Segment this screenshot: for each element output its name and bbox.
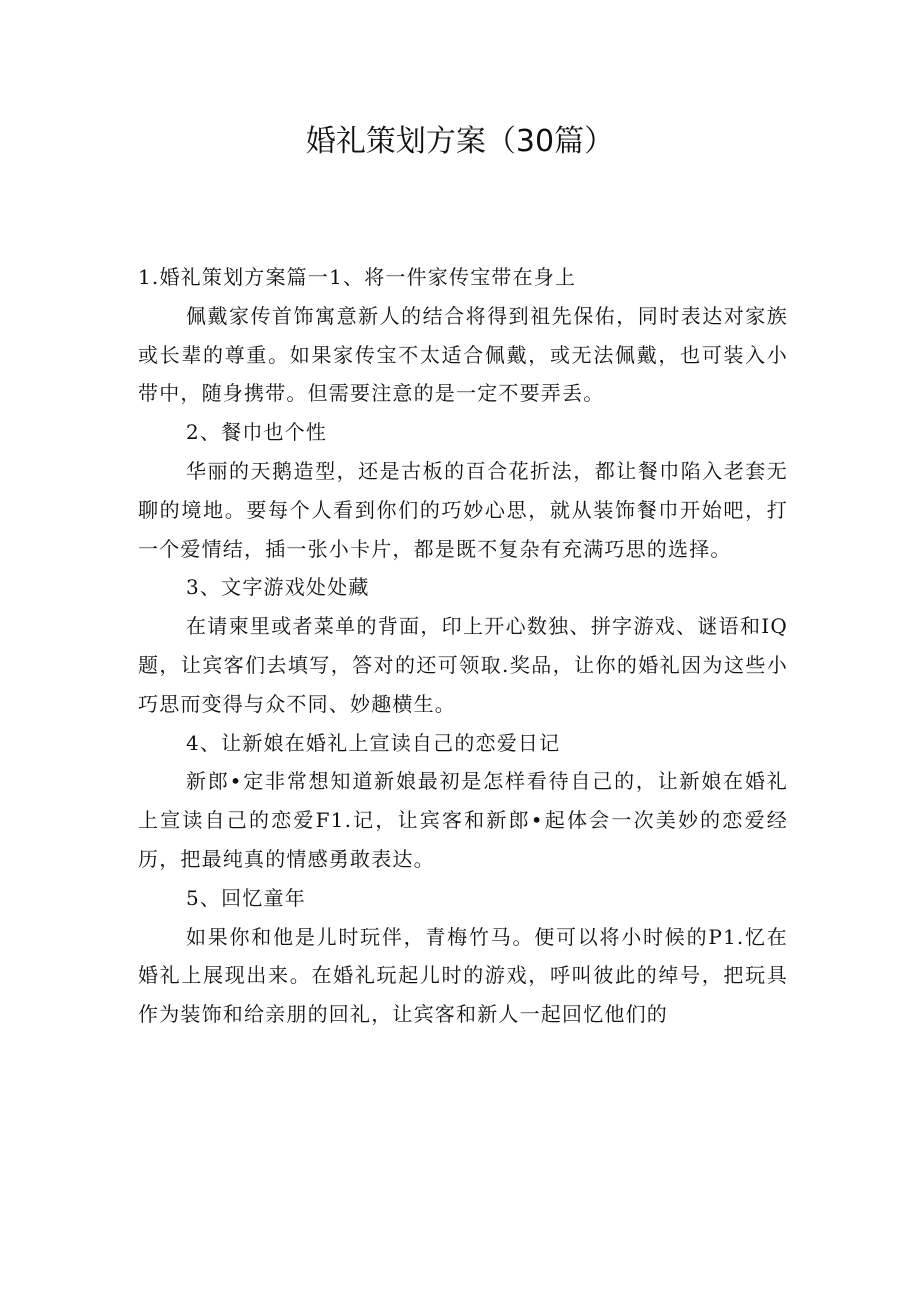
paragraph-1: 佩戴家传首饰寓意新人的结合将得到祖先保佑，同时表达对家族或长辈的尊重。如果家传宝不太适合佩戴，或无法佩戴，也可装入小带中，随身携带。但需要注意的是一定不要弄丢。	[138, 303, 788, 406]
section-heading-5: 5、回忆童年	[186, 885, 306, 910]
section-heading-2: 2、餐巾也个性	[186, 420, 328, 445]
document-title: 婚礼策划方案（30篇）	[305, 124, 615, 159]
paragraph-3: 在请柬里或者菜单的背面，印上开心数独、拼字游戏、谜语和IQ题，让宾客们去填写，答对的还可领取.奖品，让你的婚礼因为这些小巧思而变得与众不同、妙趣横生。	[138, 614, 788, 716]
paragraph-5: 如果你和他是儿时玩伴，青梅竹马。便可以将小时候的P1.忆在婚礼上展现出来。在婚礼玩起儿时的游戏，呼叫彼此的绰号，把玩具作为装饰和给亲朋的回礼，让宾客和新人一起回忆他们的	[138, 924, 788, 1027]
paragraph-4: 新郎•定非常想知道新娘最初是怎样看待自己的，让新娘在婚礼上宣读自己的恋爱F1.记，让宾客和新郎•起体会一次美妙的恋爱经历，把最纯真的情感勇敢表达。	[138, 769, 788, 871]
section-heading-1: 1.婚礼策划方案篇一1、将一件家传宝带在身上	[138, 265, 577, 289]
section-heading-4: 4、让新娘在婚礼上宣读自己的恋爱日记	[186, 730, 561, 755]
document-body	[138, 258, 788, 1034]
paragraph-2: 华丽的天鹅造型，还是古板的百合花折法，都让餐巾陷入老套无聊的境地。要每个人看到你们的巧妙心思，就从装饰餐巾开始吧，打一个爱情结，插一张小卡片，都是既不复杂有充满巧思的选择。	[138, 458, 788, 561]
section-heading-3: 3、文字游戏处处藏	[186, 575, 370, 600]
